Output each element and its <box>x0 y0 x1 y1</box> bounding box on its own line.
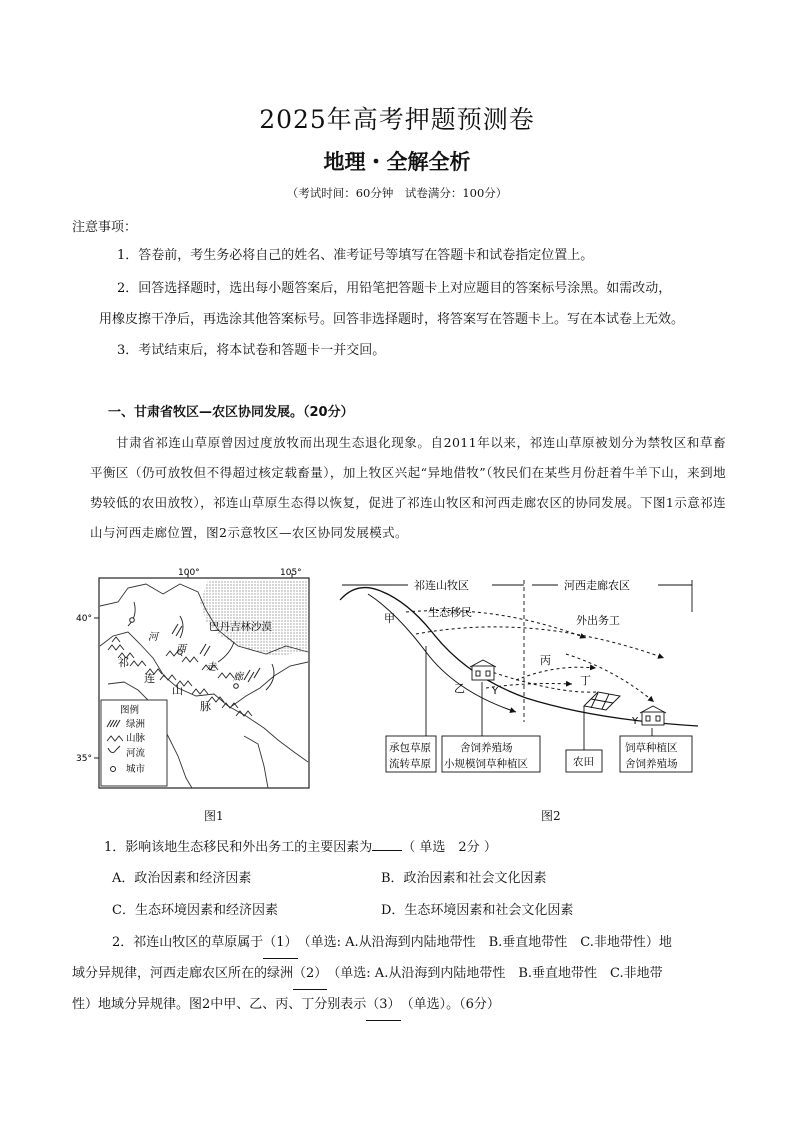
marker-label: 丙 <box>540 654 551 667</box>
marker-label: 乙 <box>454 682 465 695</box>
plant-icon: Y <box>632 716 639 727</box>
figure1-caption: 图1 <box>204 809 224 823</box>
legend-item: 山脉 <box>126 733 146 744</box>
question-1-stem: 1．影响该地生态移民和外出务工的主要因素为 （ 单选 2分 ） <box>104 840 497 855</box>
arrow-label: 生态移民 <box>428 606 472 619</box>
box-text: 农田 <box>573 756 594 768</box>
city-marker <box>130 618 135 623</box>
legend-item: 城市 <box>126 764 146 775</box>
figure2-diagram <box>336 572 706 782</box>
box-text: 舍饲养殖场 <box>460 742 513 754</box>
marker-label: 甲 <box>384 612 395 625</box>
question-2-line2: 域分异规律，河西走廊农区所在的绿洲（2）（单选: A.从沿海到内陆地带性 B.垂直地带性 C.非地带 <box>72 959 663 990</box>
question-2-line3: 性）地域分异规律。图2中甲、乙、丙、丁分别表示（3）（单选）。（6分） <box>72 990 500 1021</box>
notice-item: 1．答卷前，考生务必将自己的姓名、准考证号等填写在答题卡和试卷指定位置上。 <box>117 248 594 263</box>
desert-label: 巴丹吉林沙漠 <box>209 621 272 633</box>
notice-item: 用橡皮擦干净后，再选涂其他答案标号。回答非选择题时，将答案写在答题卡上。写在本试卷上无效。 <box>99 312 685 327</box>
answer-blank: （3） <box>366 990 400 1021</box>
notice-title: 注意事项： <box>72 220 138 235</box>
answer-blank: （1） <box>263 928 297 959</box>
place-label: 廊 <box>233 672 243 683</box>
place-label: 祁 <box>118 656 129 669</box>
terrain-profile <box>340 588 698 726</box>
place-label: 连 <box>144 672 155 685</box>
place-label: 河 <box>148 632 158 643</box>
option-a: A．政治因素和经济因素 <box>112 871 252 886</box>
box-text: 小规模饲草种植区 <box>444 758 528 770</box>
zone-label: 祁连山牧区 <box>414 579 469 592</box>
place-label: 走 <box>206 662 216 673</box>
place-label: 西 <box>176 644 186 655</box>
marker-label: 丁 <box>580 674 591 687</box>
legend-title: 图例 <box>120 705 140 716</box>
farmland-icon <box>584 692 620 710</box>
answer-blank: （2） <box>293 959 327 990</box>
figure1-map <box>68 566 328 802</box>
exam-subtitle: 地理・全解全析 <box>323 150 471 174</box>
section-paragraph: 甘肃省祁连山草原曾因过度放牧而出现生态退化现象。自2011年以来，祁连山草原被划分为禁牧区和草畜平衡区（仍可放牧但不得超过核定载畜量），加上牧区兴起“异地借牧”（牧民们在某些月份赶着牛羊下山，来到地势较低的农田放牧），祁连山草原生态得以恢复，促进了祁连山牧区和河西走廊农区的协同发展。下图1示意祁连山与河西走廊位置，图2示意牧区—农区协同发展模式。 <box>90 435 726 540</box>
section-title: 一、甘肃省牧区—农区协同发展。（20分） <box>108 405 354 420</box>
box-text: 流转草原 <box>389 758 431 770</box>
place-label: 脉 <box>200 700 211 713</box>
zone-label: 河西走廊农区 <box>564 579 630 592</box>
city-icon <box>111 767 116 772</box>
figure2-caption: 图2 <box>541 809 561 823</box>
option-d: D．生态环境因素和社会文化因素 <box>381 903 574 918</box>
lon-label: 105° <box>280 568 302 578</box>
box-text: 承包草原 <box>389 742 431 754</box>
box-text: 舍饲养殖场 <box>625 758 678 770</box>
option-b: B．政治因素和社会文化因素 <box>381 871 547 886</box>
legend-item: 绿洲 <box>126 719 146 730</box>
plant-icon: Y <box>492 686 499 697</box>
exam-title: 2025年高考押题预测卷 <box>259 105 535 134</box>
legend-item: 河流 <box>126 748 146 759</box>
desert-area <box>200 580 308 656</box>
question-2-line1: 2．祁连山牧区的草原属于（1）（单选: A.从沿海到内陆地带性 B.垂直地带性 C.非地带性）地 <box>112 928 672 959</box>
farm-building-icon <box>640 706 666 725</box>
answer-blank <box>372 850 402 851</box>
lat-label: 35° <box>76 754 92 764</box>
notice-item: 2．回答选择题时，选出每小题答案后，用铅笔把答题卡上对应题目的答案标号涂黑。如需改动， <box>117 281 672 296</box>
farm-building-icon <box>470 660 496 680</box>
lon-label: 100° <box>178 568 200 578</box>
arrow-label: 外出务工 <box>576 614 620 627</box>
lat-label: 40° <box>76 614 92 624</box>
exam-info: （考试时间：60分钟 试卷满分：100分） <box>286 186 508 200</box>
notice-item: 3．考试结束后，将本试卷和答题卡一并交回。 <box>117 343 386 358</box>
box-text: 饲草种植区 <box>625 742 678 754</box>
city-marker <box>234 684 239 689</box>
place-label: 山 <box>172 684 183 697</box>
option-c: C．生态环境因素和经济因素 <box>112 903 278 918</box>
